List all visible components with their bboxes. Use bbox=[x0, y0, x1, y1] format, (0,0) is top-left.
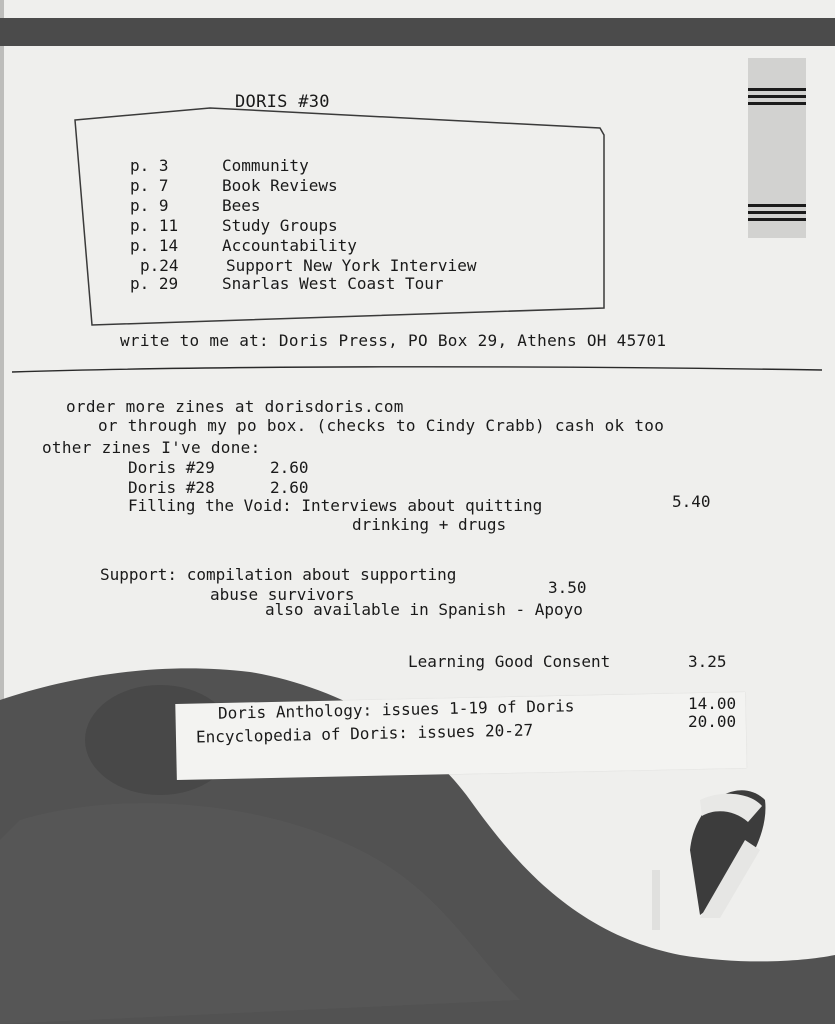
other-zines-heading: other zines I've done: bbox=[42, 438, 261, 457]
toc-row: p. 29 Snarlas West Coast Tour bbox=[130, 274, 444, 293]
zine-item-name: Doris #28 bbox=[128, 478, 215, 497]
zine-title: DORIS #30 bbox=[235, 92, 330, 112]
zine-item-price: 3.25 bbox=[688, 652, 727, 671]
zine-item-name: Support: compilation about supporting bbox=[100, 565, 457, 584]
zine-item-note: also available in Spanish - Apoyo bbox=[265, 600, 583, 619]
zine-item-name: Doris Anthology: issues 1-19 of Doris bbox=[217, 696, 575, 723]
zine-item-name: Doris #29 bbox=[128, 458, 215, 477]
order-pobox-line: or through my po box. (checks to Cindy Crabb) cash ok too bbox=[98, 416, 665, 435]
zine-item-name-continued: drinking + drugs bbox=[352, 515, 507, 534]
zine-item-name: Learning Good Consent bbox=[408, 652, 611, 671]
zine-item-name-continued: abuse survivors bbox=[210, 585, 355, 604]
zine-item-price: 2.60 bbox=[270, 478, 309, 497]
toc-row: p. 3 Community bbox=[130, 156, 309, 175]
toc-row: p.24 Support New York Interview bbox=[140, 256, 477, 275]
zine-item-name: Filling the Void: Interviews about quitting bbox=[128, 496, 543, 515]
zine-item-price: 14.00 bbox=[688, 694, 737, 713]
zine-item-price: 3.50 bbox=[548, 578, 587, 597]
zine-item-name: Encyclopedia of Doris: issues 20-27 bbox=[195, 720, 534, 747]
zine-item-price: 2.60 bbox=[270, 458, 309, 477]
toc-row: p. 14 Accountability bbox=[130, 236, 357, 255]
toc-row: p. 7 Book Reviews bbox=[130, 176, 338, 195]
order-website-line: order more zines at dorisdoris.com bbox=[66, 397, 404, 416]
mailing-address: write to me at: Doris Press, PO Box 29, Athens OH 45701 bbox=[120, 331, 667, 350]
zine-item-price: 20.00 bbox=[688, 712, 737, 731]
zine-item-price: 5.40 bbox=[672, 492, 711, 511]
toc-row: p. 9 Bees bbox=[130, 196, 261, 215]
toc-row: p. 11 Study Groups bbox=[130, 216, 338, 235]
